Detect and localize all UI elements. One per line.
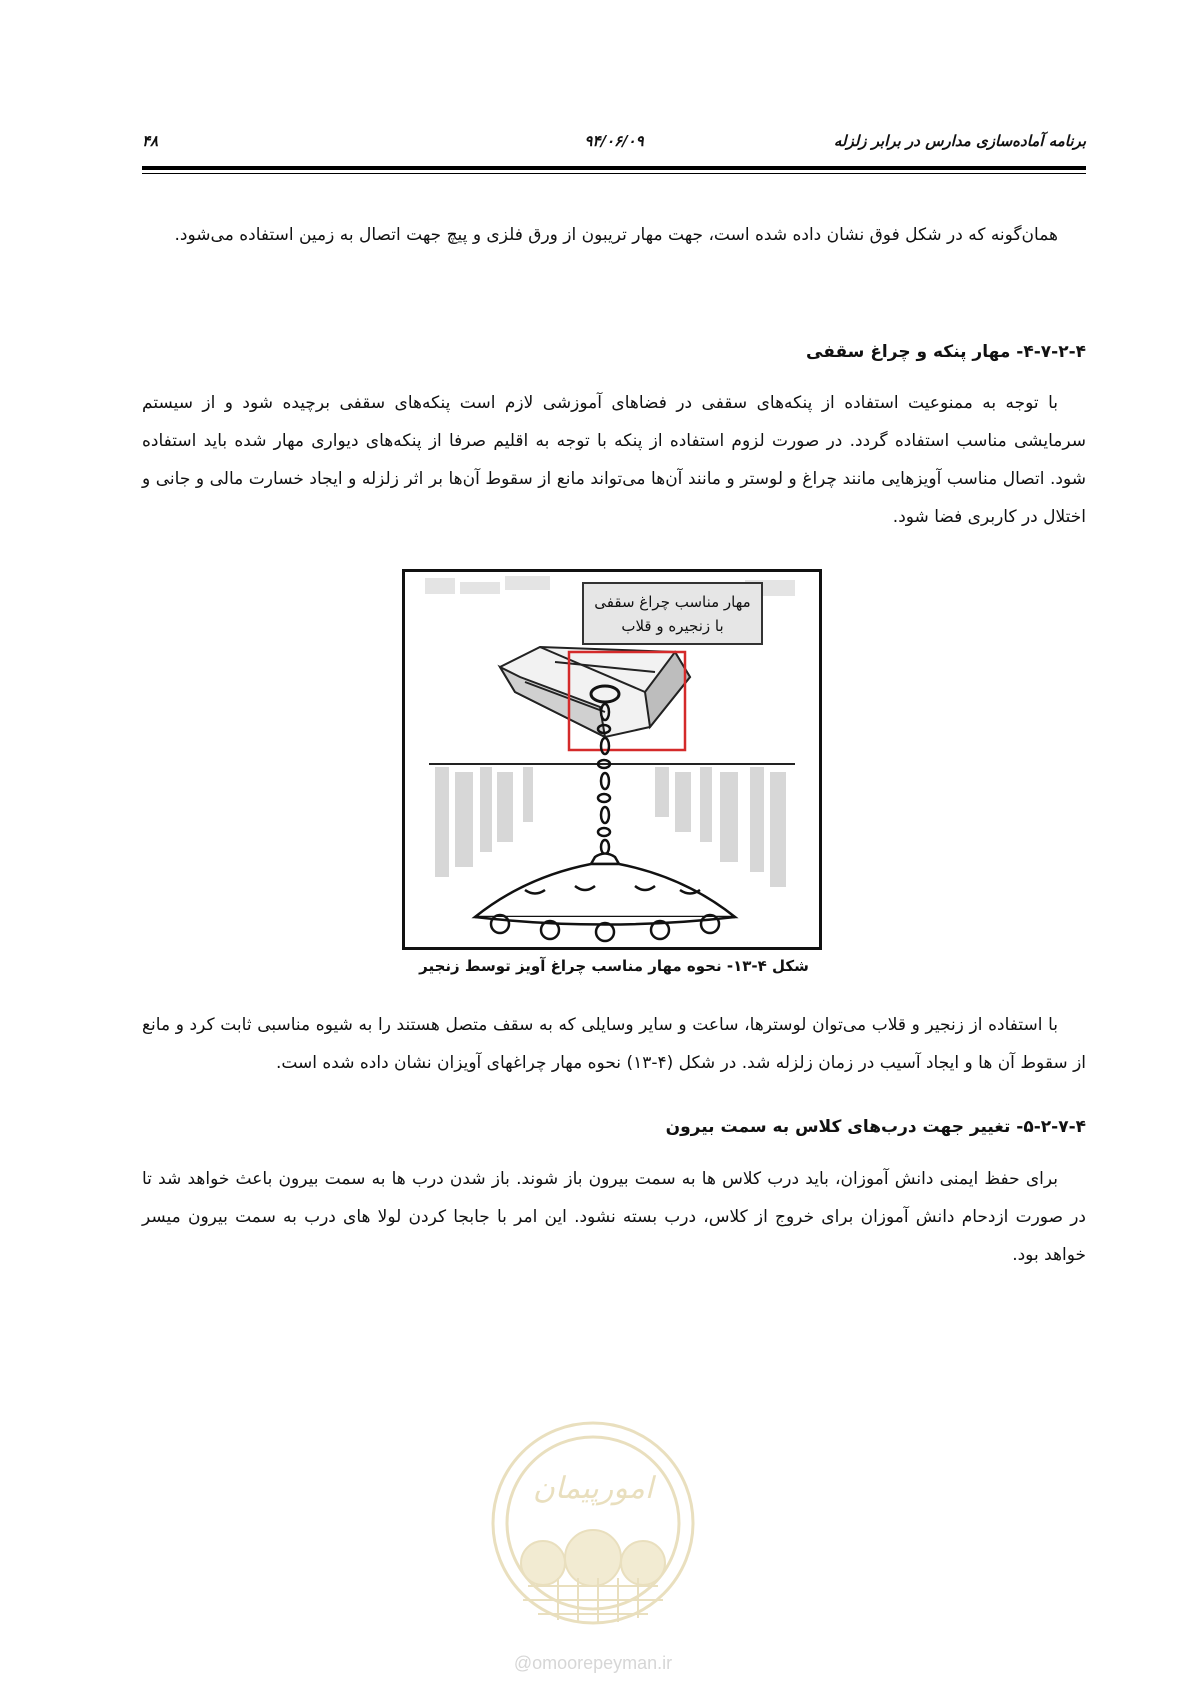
lamp-shade bbox=[475, 854, 735, 925]
figure-caption: شکل ۴-۱۳- نحوه مهار مناسب چراغ آویز توسط زنجیر bbox=[419, 957, 809, 975]
watermark-logo-text: امورپیمان bbox=[532, 1471, 654, 1506]
header-date: ۹۴/۰۶/۰۹ bbox=[584, 132, 644, 150]
section-fan-body bbox=[142, 384, 1086, 536]
page-number: ۴۸ bbox=[142, 132, 159, 150]
section-doors-body bbox=[142, 1160, 1086, 1274]
header-title: برنامه آماده‌سازی مدارس در برابر زلزله bbox=[833, 132, 1086, 150]
watermark-url: @omoorepeyman.ir bbox=[513, 1653, 673, 1673]
header-rule-thick bbox=[142, 166, 1086, 170]
section-doors-heading: ۵-۲-۷-۴- تغییر جهت درب‌های کلاس به سمت بیرون bbox=[665, 1117, 1086, 1137]
figure-callout bbox=[582, 582, 763, 645]
figure-hanging-lamp bbox=[402, 569, 822, 950]
ceiling-bracket bbox=[500, 647, 690, 737]
section-fan-text: با توجه به ممنوعیت استفاده از پنکه‌های سقفی در فضاهای آموزشی لازم است پنکه‌های سقفی برچیده شود و از سیستم سرمایشی مناسب استفاده گردد. در صورت لزوم استفاده از پنکه با توجه به اقلیم صرفا از پنکه‌های دیواری مهار شده باید استفاده شود. اتصال مناسب آویزهایی مانند چراغ و لوستر و مانند آن‌ها می‌تواند مانع از سقوط آن‌ها بر اثر زلزله و ایجاد خسارت مالی و جانی و اختلال در کاربری فضا شود. bbox=[142, 393, 1086, 527]
intro-text: همان‌گونه که در شکل فوق نشان داده شده است، جهت مهار تریبون از ورق فلزی و پیچ جهت اتصال به زمین استفاده می‌شود. bbox=[174, 225, 1058, 245]
after-figure-paragraph bbox=[142, 1006, 1086, 1082]
gear-icon bbox=[521, 1530, 665, 1586]
callout-line-2: با زنجیره و قلاب bbox=[621, 617, 724, 635]
watermark-logo bbox=[478, 1408, 708, 1638]
section-fan-heading: ۴-۷-۲-۴- مهار پنکه و چراغ سقفی bbox=[806, 342, 1086, 362]
section-fan-heading-block bbox=[142, 333, 1086, 371]
watermark bbox=[478, 1408, 708, 1678]
callout-line-1: مهار مناسب چراغ سقفی bbox=[594, 593, 751, 611]
section-doors-heading-block bbox=[142, 1108, 1086, 1146]
after-figure-text: با استفاده از زنجیر و قلاب می‌توان لوسترها، ساعت و سایر وسایلی که به سقف متصل هستند را به شیوه مناسبی ثابت کرد و مانع از سقوط آن ها و ایجاد آسیب در زمان زلزله شد. در شکل (۴-۱۳) نحوه مهار چراغهای آویزان نشان داده شده است. bbox=[142, 1015, 1086, 1073]
header-rule-thin bbox=[142, 173, 1086, 174]
section-doors-text: برای حفظ ایمنی دانش آموزان، باید درب کلاس ها به سمت بیرون باز شوند. باز شدن درب ها به سمت بیرون باعث خواهد شد تا در صورت ازدحام دانش آموزان برای خروج از کلاس، درب بسته نشود. این امر با جابجا کردن لولا های درب به سمت بیرون میسر خواهد بود. bbox=[142, 1169, 1086, 1265]
intro-paragraph bbox=[142, 216, 1086, 254]
page-header bbox=[142, 128, 1086, 164]
